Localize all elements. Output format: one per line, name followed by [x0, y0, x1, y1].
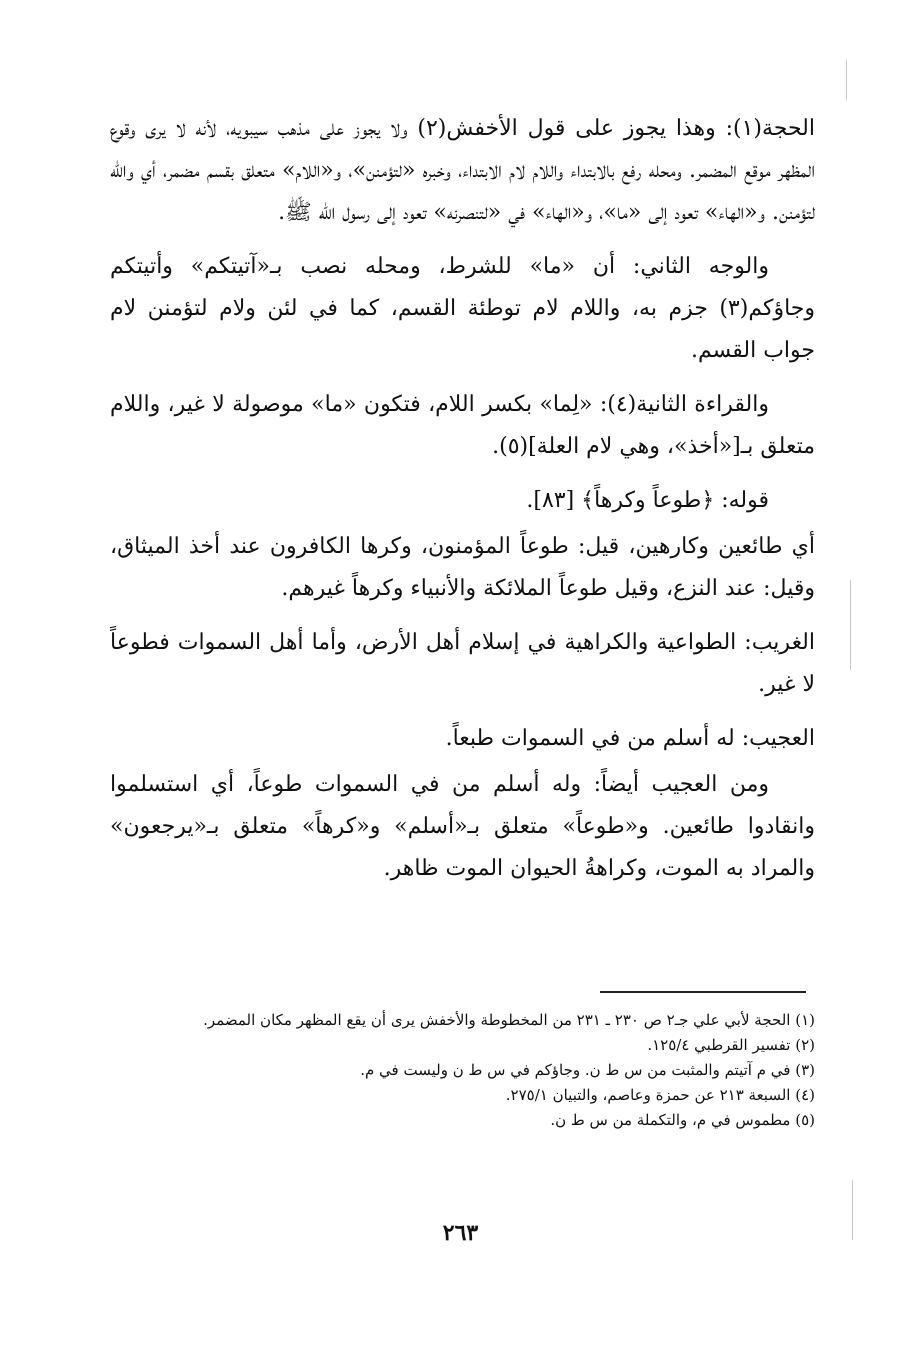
paragraph: أي طائعين وكارهين، قيل: طوعاً المؤمنون، وكرها الكافرون عند أخذ الميثاق، وقيل: عند النزع، وقيل طوعاً الملائكة والأنبياء وكرهاً غيرهم. — [110, 534, 815, 601]
footnote: (٣) في م آتيتم والمثبت من س ط ن. وجاؤكم في س ط ن وليست في م. — [360, 1061, 815, 1079]
scan-margin-mark — [846, 60, 847, 100]
footnote: (٤) السبعة ٢١٣ عن حمزة وعاصم، والتبيان ٢٧٥/١. — [505, 1086, 815, 1104]
paragraph: والوجه الثاني: أن «ما» للشرط، ومحله نصب بـ«آتيتكم» وأتيتكم وجاؤكم(٣) جزم به، واللام لام توطئة القسم، كما في لئن ولام لتؤمنن لام جواب القسم. — [110, 254, 815, 363]
paragraph: الحجة(١): وهذا يجوز على قول الأخفش(٢) ولا يجوز على مذهب سيبويه، لأنه لا يرى وقوع المظهر موقع المضمر. ومحله رفع بالابتداء واللام لام الابتداء، وخبره «لتؤمنن»، و«اللام» متعلق بقسم مضمر، أي والله لتؤمنن. و«الهاء» تعود إلى «ما»، و«الهاء» في «لتنصرنه» تعود إلى رسول الله ﷺ. — [110, 116, 816, 225]
footnote: (٢) تفسير القرطبي ١٢٥/٤. — [647, 1036, 815, 1054]
paragraph: العجيب: له أسلم من في السموات طبعاً. — [445, 726, 815, 751]
footnote: (١) الحجة لأبي علي جـ٢ ص ٢٣٠ ـ ٢٣١ من المخطوطة والأخفش يرى أن يقع المظهر مكان المضمر. — [203, 1011, 815, 1029]
main-text — [110, 108, 815, 902]
paragraph: ومن العجيب أيضاً: وله أسلم من في السموات طوعاً، أي استسلموا وانقادوا طائعين. و«طوعاً» متعلق بـ«أسلم» و«كرهاً» متعلق بـ«يرجعون» والمراد به الموت، وكراهةُ الحيوان الموت ظاهر. — [110, 772, 815, 881]
paragraph: والقراءة الثانية(٤): «لِما» بكسر اللام، فتكون «ما» موصولة لا غير، واللام متعلق بـ[«أخذ»، وهي لام العلة](٥). — [110, 392, 815, 459]
footnotes — [120, 1008, 815, 1133]
paragraph: الغريب: الطواعية والكراهية في إسلام أهل الأرض، وأما أهل السموات فطوعاً لا غير. — [110, 630, 815, 697]
verse-heading: قوله: ﴿طوعاً وكرهاً﴾ [٨٣]. — [526, 488, 769, 513]
footnote-separator — [600, 991, 806, 993]
scan-margin-mark — [850, 580, 851, 670]
page-number: ٢٦٣ — [442, 1220, 479, 1246]
footnote: (٥) مطموس في م، والتكملة من س ط ن. — [550, 1111, 815, 1129]
